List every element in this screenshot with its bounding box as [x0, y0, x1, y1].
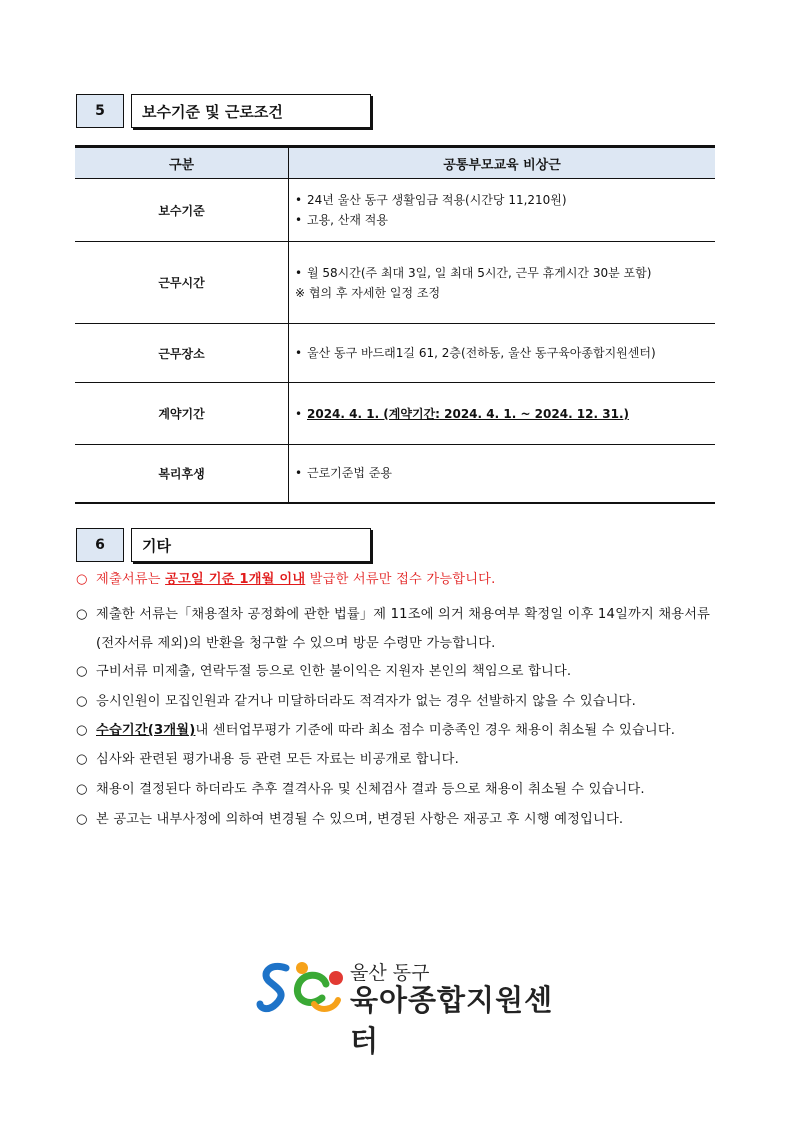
logo-mark-icon	[256, 954, 348, 1018]
circle-marker: ○	[76, 812, 88, 827]
list-item: ○ 심사와 관련된 평가내용 등 관련 모든 자료는 비공개로 합니다.	[76, 750, 721, 770]
row-label: 보수기준	[75, 179, 289, 242]
row-content: • 월 58시간(주 최대 3일, 일 최대 5시간, 근무 휴게시간 30분 포함) ※ 협의 후 자세한 일정 조정	[289, 242, 716, 324]
circle-marker: ○	[76, 752, 88, 767]
table-row	[75, 179, 715, 242]
row-content: • 24년 울산 동구 생활임금 적용(시간당 11,210원) • 고용, 산재 적용	[289, 179, 716, 242]
list-item: ○ 채용이 결정된다 하더라도 추후 결격사유 및 신체검사 결과 등으로 채용이 취소될 수 있습니다.	[76, 780, 721, 800]
table-header-row	[75, 147, 715, 179]
table-row	[75, 445, 715, 503]
bullet: •	[295, 193, 303, 207]
row-note: ※ 협의 후 자세한 일정 조정	[295, 285, 441, 300]
table-row	[75, 383, 715, 445]
circle-marker: ○	[76, 782, 88, 797]
list-item: ○ 제출서류는 공고일 기준 1개월 이내 발급한 서류만 접수 가능합니다.	[76, 570, 721, 590]
conditions-table	[75, 145, 715, 504]
notes-list	[76, 570, 721, 840]
row-label: 계약기간	[75, 383, 289, 445]
emphasis: 공고일 기준 1개월 이내	[165, 572, 306, 587]
logo-title: 육아종합지원센터	[350, 983, 554, 1058]
list-item: ○ 본 공고는 내부사정에 의하여 변경될 수 있으며, 변경된 사항은 재공고 후 시행 예정입니다.	[76, 810, 721, 830]
circle-marker: ○	[76, 607, 88, 622]
list-item: ○ 구비서류 미제출, 연락두절 등으로 인한 불이익은 지원자 본인의 책임으로 합니다.	[76, 662, 721, 682]
list-item: ○ 수습기간(3개월)내 센터업무평가 기준에 따라 최소 점수 미충족인 경우 채용이 취소될 수 있습니다.	[76, 723, 676, 738]
section-title: 보수기준 및 근로조건	[131, 94, 371, 128]
section-6-header	[76, 528, 371, 562]
logo-subtitle: 울산 동구	[350, 962, 430, 984]
center-logo	[256, 950, 556, 1058]
row-content: • 근로기준법 준용	[289, 445, 716, 503]
table-row	[75, 242, 715, 324]
circle-marker: ○	[76, 664, 88, 679]
bullet: •	[295, 466, 303, 481]
row-label: 근무시간	[75, 242, 289, 324]
circle-marker: ○	[76, 694, 88, 709]
bullet: •	[295, 265, 303, 280]
section-5-header	[76, 94, 371, 128]
row-content: • 2024. 4. 1. (계약기간: 2024. 4. 1. ~ 2024. 12. 31.)	[289, 383, 716, 445]
circle-marker: ○	[76, 572, 88, 587]
section-number: 5	[76, 94, 124, 128]
table-row	[75, 324, 715, 383]
section-title: 기타	[131, 528, 371, 562]
list-item: ○ 응시인원이 모집인원과 같거나 미달하더라도 적격자가 없는 경우 선발하지 않을 수 있습니다.	[76, 692, 721, 712]
emphasis: 수습기간(3개월)	[96, 723, 196, 738]
bullet: •	[295, 213, 303, 227]
row-content: • 울산 동구 바드래1길 61, 2층(전하동, 울산 동구육아종합지원센터)	[289, 324, 716, 383]
row-label: 복리후생	[75, 445, 289, 503]
row-label: 근무장소	[75, 324, 289, 383]
header-category: 구분	[75, 147, 289, 179]
bullet: •	[295, 346, 303, 360]
header-position: 공통부모교육 비상근	[289, 147, 716, 179]
section-number: 6	[76, 528, 124, 562]
list-item: ○ 제출한 서류는「채용절차 공정화에 관한 법률」제 11조에 의거 채용여부 확정일 이후 14일까지 채용서류(전자서류 제외)의 반환을 청구할 수 있으며 방문 수령만 가능합니다.	[76, 600, 721, 658]
bullet: •	[295, 406, 303, 421]
circle-marker: ○	[76, 723, 88, 738]
